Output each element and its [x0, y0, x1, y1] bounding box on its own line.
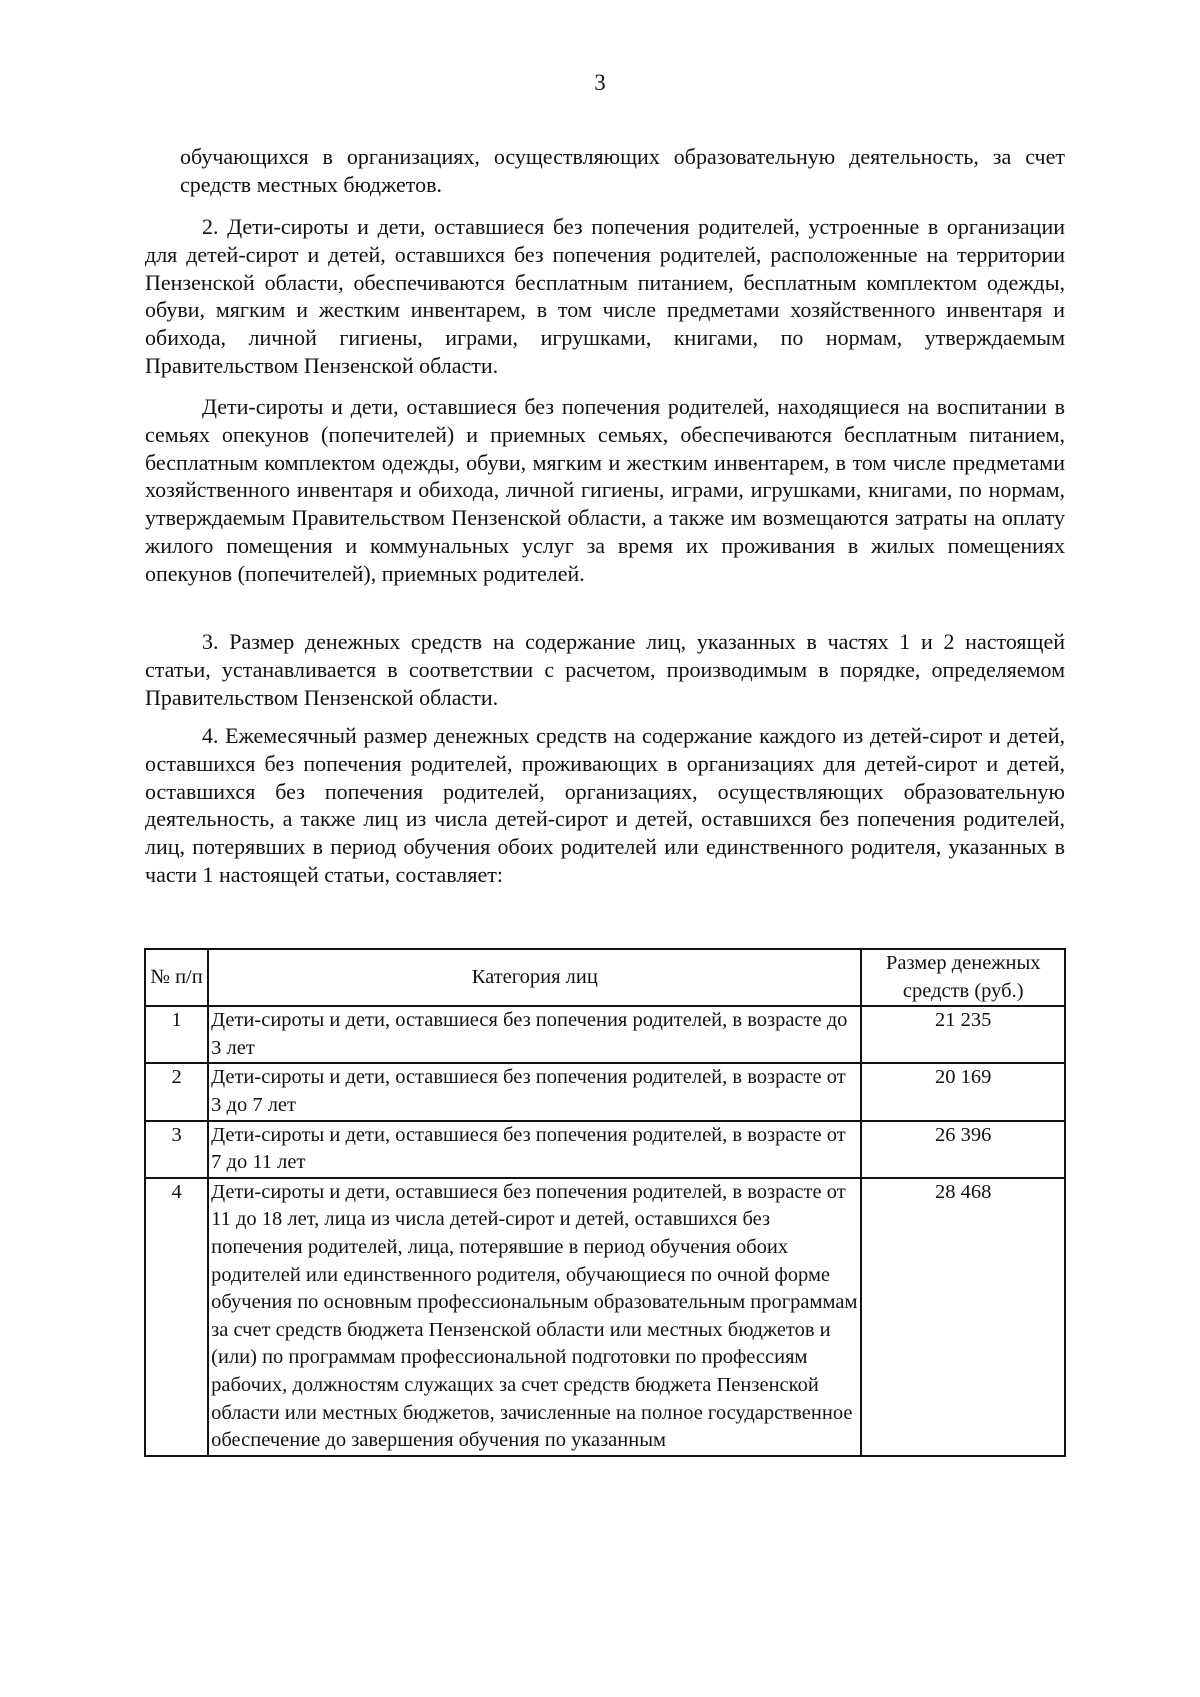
header-category: Категория лиц: [208, 949, 861, 1006]
row-category: Дети-сироты и дети, оставшиеся без попечения родителей, в возрасте до 3 лет: [208, 1006, 861, 1063]
table-row: [145, 1178, 1065, 1456]
row-number: 4: [145, 1178, 208, 1456]
paragraph-section-4: 4. Ежемесячный размер денежных средств на содержание каждого из детей-сирот и детей, оставшихся без попечения родителей, проживающих в организациях для детей-сирот и детей, оставшихся без попечения родителей, организациях, осуществляющих образовательную деятельность, а также лиц из числа детей-сирот и детей, оставшихся без попечения родителей, лиц, потерявших в период обучения обоих родителей или единственного родителя, указанных в части 1 настоящей статьи, составляет:: [145, 723, 1065, 887]
row-category: Дети-сироты и дети, оставшиеся без попечения родителей, в возрасте от 7 до 11 лет: [208, 1121, 861, 1178]
table-row: [145, 1063, 1065, 1120]
paragraph-section-3: 3. Размер денежных средств на содержание лиц, указанных в частях 1 и 2 настоящей статьи, устанавливается в соответствии с расчетом, производимым в порядке, определяемом Правительством Пензенской области.: [145, 629, 1065, 710]
table-header-row: [145, 949, 1065, 1006]
row-amount: 21 235: [861, 1006, 1065, 1063]
page-number: 3: [594, 70, 606, 95]
row-number: 1: [145, 1006, 208, 1063]
paragraph-continuation: обучающихся в организациях, осуществляющих образовательную деятельность, за счет средств местных бюджетов.: [180, 144, 1065, 197]
row-category: Дети-сироты и дети, оставшиеся без попечения родителей, в возрасте от 11 до 18 лет, лица из числа детей-сирот и детей, оставшихся без попечения родителей, лица, потерявшие в период обучения обоих родителей или единственного родителя, обучающиеся по очной форме обучения по основным профессиональным образовательным программам за счет средств бюджета Пензенской области или местных бюджетов и (или) по программам профессиональной подготовки по профессиям рабочих, должностям служащих за счет средств бюджета Пензенской области или местных бюджетов, зачисленные на полное государственное обеспечение до завершения обучения по указанным: [208, 1178, 861, 1456]
row-number: 3: [145, 1121, 208, 1178]
row-amount: 28 468: [861, 1178, 1065, 1456]
allowance-table: [144, 948, 1066, 1457]
paragraph-section-2: 2. Дети-сироты и дети, оставшиеся без попечения родителей, устроенные в организации для детей-сирот и детей, оставшихся без попечения родителей, расположенные на территории Пензенской области, обеспечиваются бесплатным питанием, бесплатным комплектом одежды, обуви, мягким и жестким инвентарем, в том числе предметами хозяйственного инвентаря и обихода, личной гигиены, играми, игрушками, книгами, по нормам, утверждаемым Правительством Пензенской области.: [145, 214, 1065, 378]
header-number: № п/п: [145, 949, 208, 1006]
table-row: [145, 1006, 1065, 1063]
row-amount: 26 396: [861, 1121, 1065, 1178]
header-amount: Размер денежных средств (руб.): [861, 949, 1065, 1006]
row-number: 2: [145, 1063, 208, 1120]
row-category: Дети-сироты и дети, оставшиеся без попечения родителей, в возрасте от 3 до 7 лет: [208, 1063, 861, 1120]
table-row: [145, 1121, 1065, 1178]
paragraph-foster-families: Дети-сироты и дети, оставшиеся без попечения родителей, находящиеся на воспитании в семьях опекунов (попечителей) и приемных семьях, обеспечиваются бесплатным питанием, бесплатным комплектом одежды, обуви, мягким и жестким инвентарем, в том числе предметами хозяйственного инвентаря и обихода, личной гигиены, играми, игрушками, книгами, по нормам, утверждаемым Правительством Пензенской области, а также им возмещаются затраты на оплату жилого помещения и коммунальных услуг за время их проживания в жилых помещениях опекунов (попечителей), приемных родителей.: [145, 394, 1065, 586]
row-amount: 20 169: [861, 1063, 1065, 1120]
